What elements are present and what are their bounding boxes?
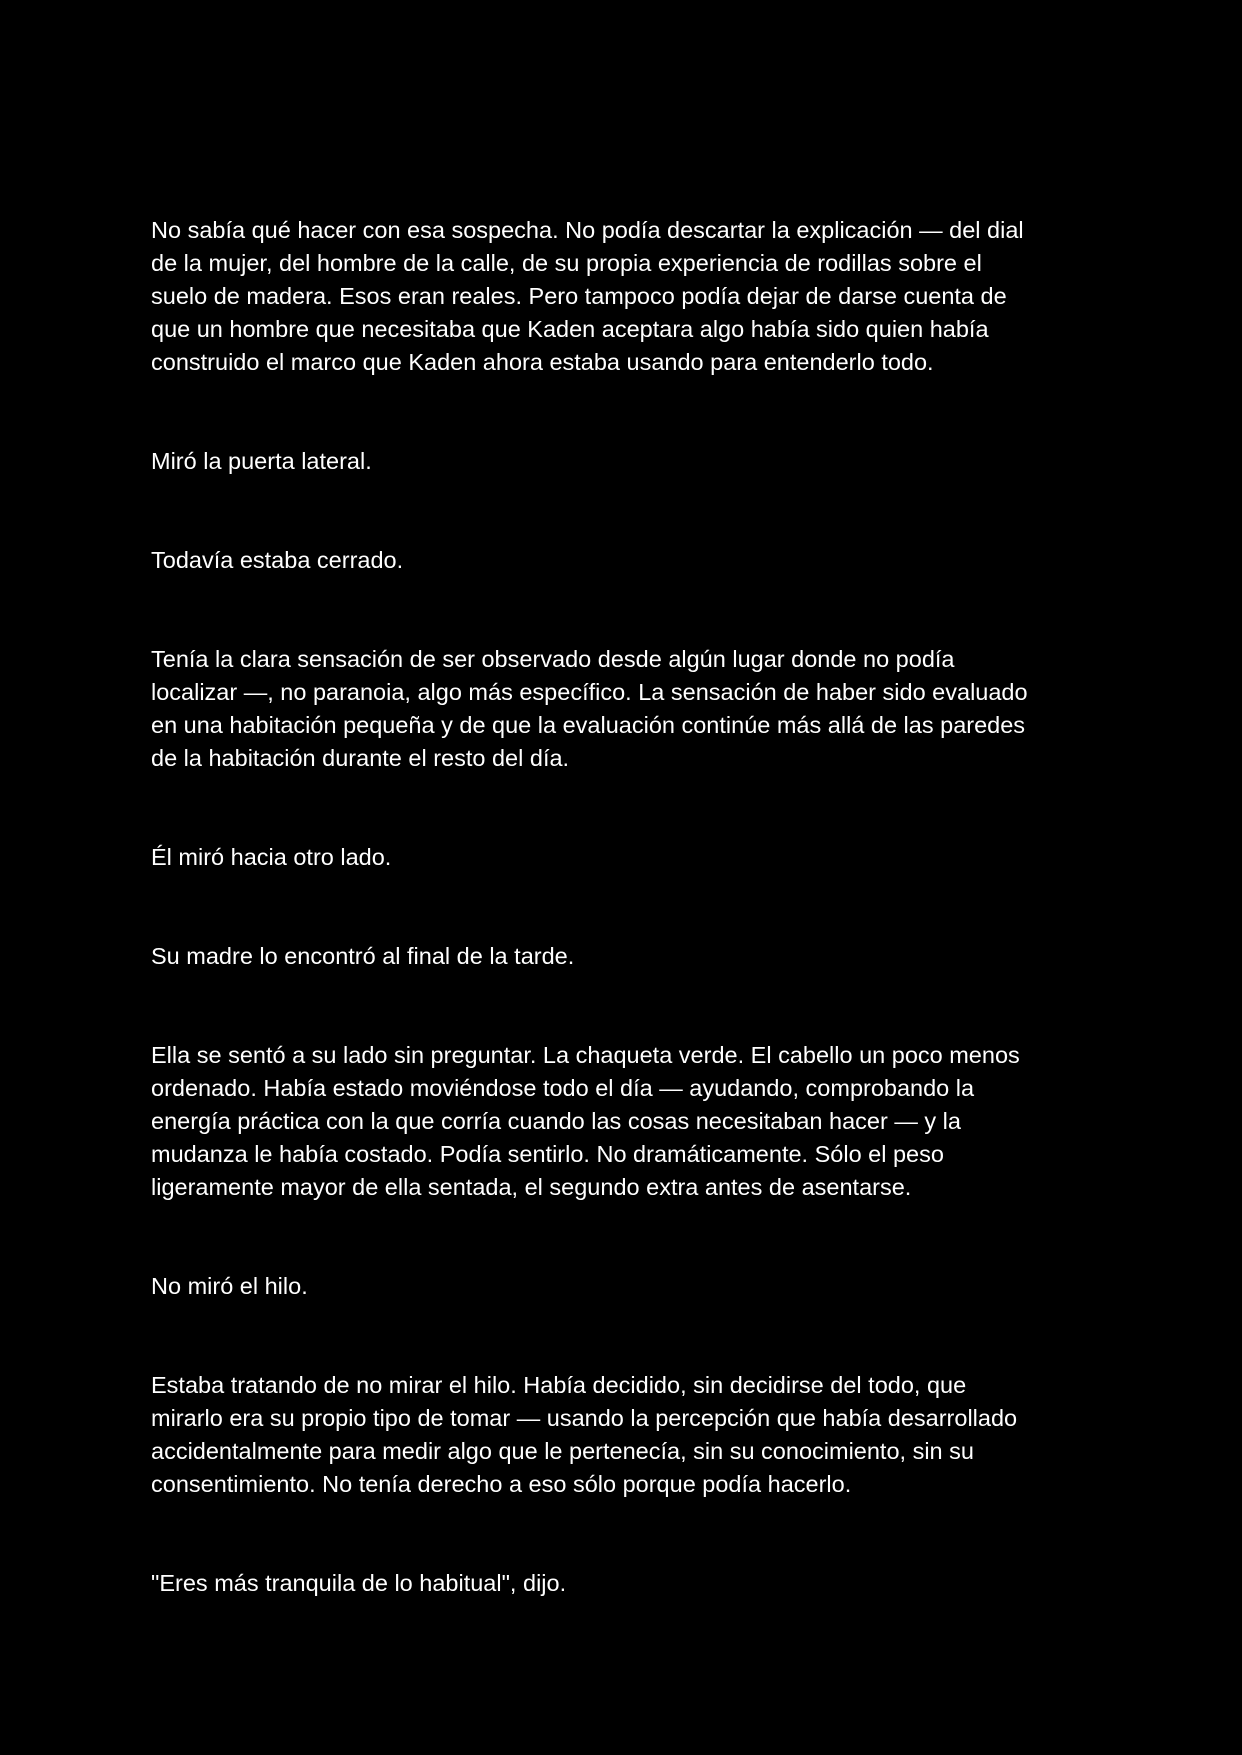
paragraph-no-miro-hilo: No miró el hilo. [151, 1273, 308, 1299]
paragraph-tratando: Estaba tratando de no mirar el hilo. Había decidido, sin decidirse del todo, que mirarlo era su propio tipo de tomar — usando la percepción que había desarrollado accidentalmente para medir algo que le pertenecía, sin su conocimiento, sin su consentimiento. No tenía derecho a eso sólo porque podía hacerlo. [151, 1372, 1018, 1497]
paragraph-cerrado: Todavía estaba cerrado. [151, 547, 404, 573]
paragraph-otro-lado: Él miró hacia otro lado. [151, 844, 392, 870]
paragraph-puerta-lateral: Miró la puerta lateral. [151, 448, 372, 474]
paragraph-sospecha: No sabía qué hacer con esa sospecha. No podía descartar la explicación — del dial de la mujer, del hombre de la calle, de su propia experiencia de rodillas sobre el suelo de madera. Esos eran reales. Pero tampoco podía dejar de darse cuenta de que un hombre que necesitaba que Kaden aceptara algo había sido quien había construido el marco que Kaden ahora estaba usando para entenderlo todo. [151, 217, 1024, 375]
paragraph-observado: Tenía la clara sensación de ser observado desde algún lugar donde no podía localizar —, no paranoia, algo más específico. La sensación de haber sido evaluado en una habitación pequeña y de que la evaluación continúe más allá de las paredes de la habitación durante el resto del día. [151, 646, 1028, 771]
paragraph-dialogo: "Eres más tranquila de lo habitual", dijo. [151, 1570, 567, 1596]
document-page [151, 214, 1091, 1666]
paragraph-chaqueta-verde: Ella se sentó a su lado sin preguntar. La chaqueta verde. El cabello un poco menos ordenado. Había estado moviéndose todo el día — ayudando, comprobando la energía práctica con la que corría cuando las cosas necesitaban hacer — y la mudanza le había costado. Podía sentirlo. No dramáticamente. Sólo el peso ligeramente mayor de ella sentada, el segundo extra antes de asentarse. [151, 1042, 1020, 1200]
paragraph-madre: Su madre lo encontró al final de la tarde. [151, 943, 575, 969]
